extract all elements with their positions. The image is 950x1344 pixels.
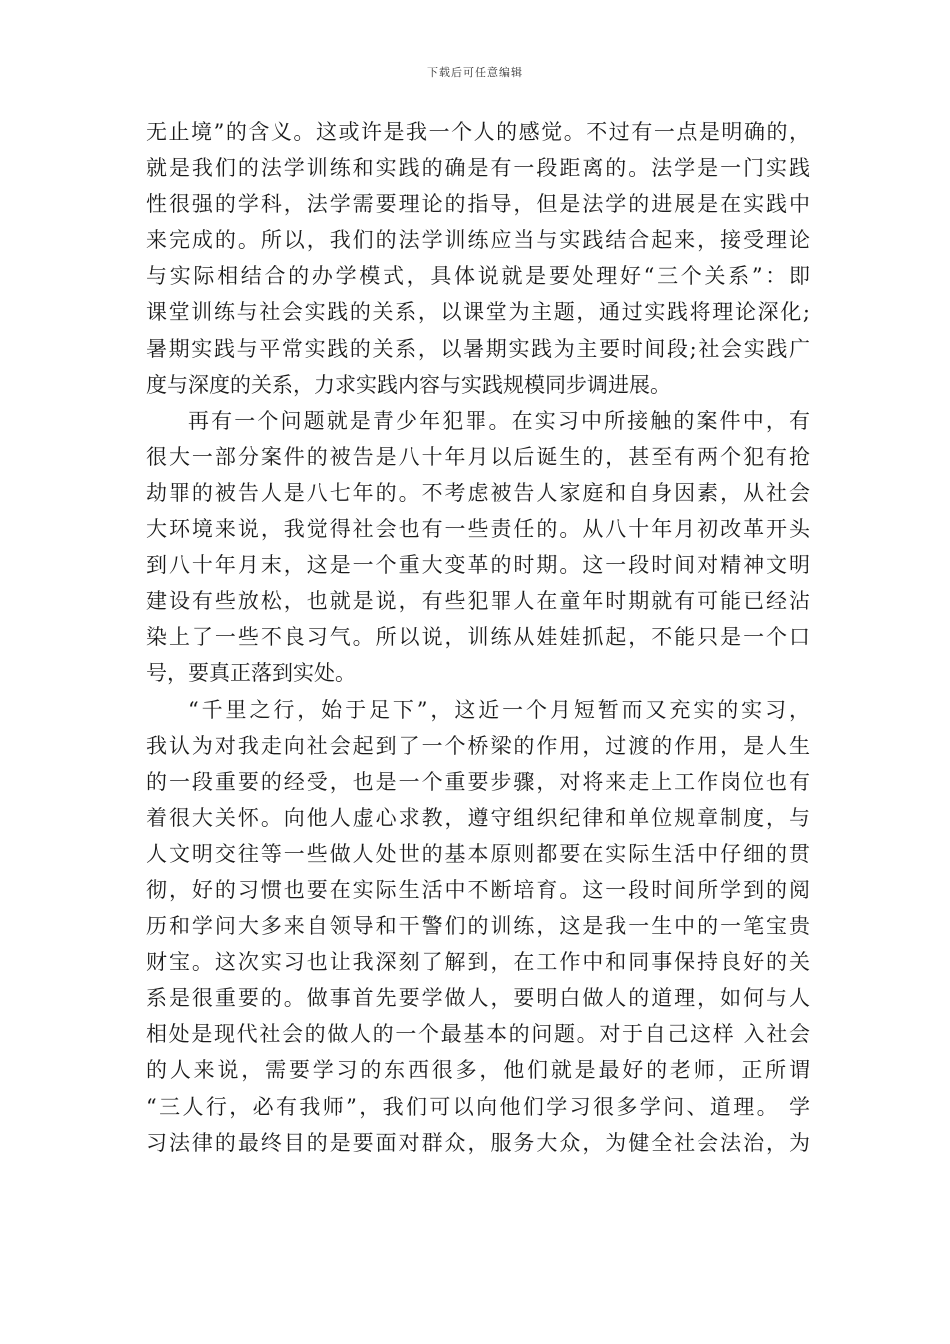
text-line: 习法律的最终目的是要面对群众，服务大众，为健全社会法治，为 xyxy=(146,1130,810,1155)
text-line: 性很强的学科，法学需要理论的指导，但是法学的进展是在实践中 xyxy=(146,192,810,217)
text-line: 历和学问大多来自领导和干警们的训练，这是我一生中的一笔宝贵 xyxy=(146,914,810,939)
text-line: 财宝。这次实习也让我深刻了解到，在工作中和同事保持良好的关 xyxy=(146,950,810,975)
text-line: 系是很重要的。做事首先要学做人，要明白做人的道理，如何与人 xyxy=(146,986,810,1011)
document-body xyxy=(146,114,810,1161)
text-line: 无止境”的含义。这或许是我一个人的感觉。不过有一点是明确的， xyxy=(146,120,810,144)
text-line: 彻，好的习惯也要在实际生活中不断培育。这一段时间所学到的阅 xyxy=(146,877,810,902)
text-line: 劫罪的被告人是八七年的。不考虑被告人家庭和自身因素，从社会 xyxy=(146,480,810,505)
paragraph-3 xyxy=(146,692,810,1161)
paragraph-2 xyxy=(146,403,810,692)
text-line: 很大一部分案件的被告是八十年月以后诞生的，甚至有两个犯有抢 xyxy=(146,444,810,469)
text-line: 人文明交往等一些做人处世的基本原则都要在实际生活中仔细的贯 xyxy=(146,841,810,866)
text-line: 再有一个问题就是青少年犯罪。在实习中所接触的案件中，有 xyxy=(188,408,810,433)
text-line: 染上了一些不良习气。所以说，训练从娃娃抓起，不能只是一个口 xyxy=(146,625,810,650)
text-line: 建设有些放松，也就是说，有些犯罪人在童年时期就有可能已经沾 xyxy=(146,589,810,614)
text-line: 的人来说，需要学习的东西很多，他们就是最好的老师，正所谓 xyxy=(146,1058,810,1083)
paragraph-1 xyxy=(146,114,810,403)
text-line: 着很大关怀。向他人虚心求教，遵守组织纪律和单位规章制度，与 xyxy=(146,805,810,830)
text-line: 课堂训练与社会实践的关系，以课堂为主题，通过实践将理论深化; xyxy=(146,300,810,325)
text-line: 我认为对我走向社会起到了一个桥梁的作用，过渡的作用，是人生 xyxy=(146,733,810,758)
text-line: “三人行，必有我师”，我们可以向他们学习很多学问、道理。 学 xyxy=(146,1094,810,1119)
text-line: 来完成的。所以，我们的法学训练应当与实践结合起来，接受理论 xyxy=(146,228,810,253)
text-line: 到八十年月末，这是一个重大变革的时期。这一段时间对精神文明 xyxy=(146,553,810,578)
page-header: 下载后可任意编辑 xyxy=(427,66,523,79)
text-line: 暑期实践与平常实践的关系，以暑期实践为主要时间段;社会实践广 xyxy=(146,336,810,361)
text-line: 度与深度的关系，力求实践内容与实践规模同步调进展。 xyxy=(146,372,671,397)
text-line: “千里之行，始于足下”，这近一个月短暂而又充实的实习， xyxy=(188,697,810,722)
text-line: 的一段重要的经受，也是一个重要步骤，对将来走上工作岗位也有 xyxy=(146,769,810,794)
text-line: 大环境来说，我觉得社会也有一些责任的。从八十年月初改革开头 xyxy=(146,517,810,542)
text-line: 就是我们的法学训练和实践的确是有一段距离的。法学是一门实践 xyxy=(146,156,810,181)
text-line: 号，要真正落到实处。 xyxy=(146,661,356,686)
text-line: 与实际相结合的办学模式，具体说就是要处理好“三个关系”：即 xyxy=(146,264,810,289)
text-line: 相处是现代社会的做人的一个最基本的问题。对于自己这样 入社会 xyxy=(146,1022,810,1047)
